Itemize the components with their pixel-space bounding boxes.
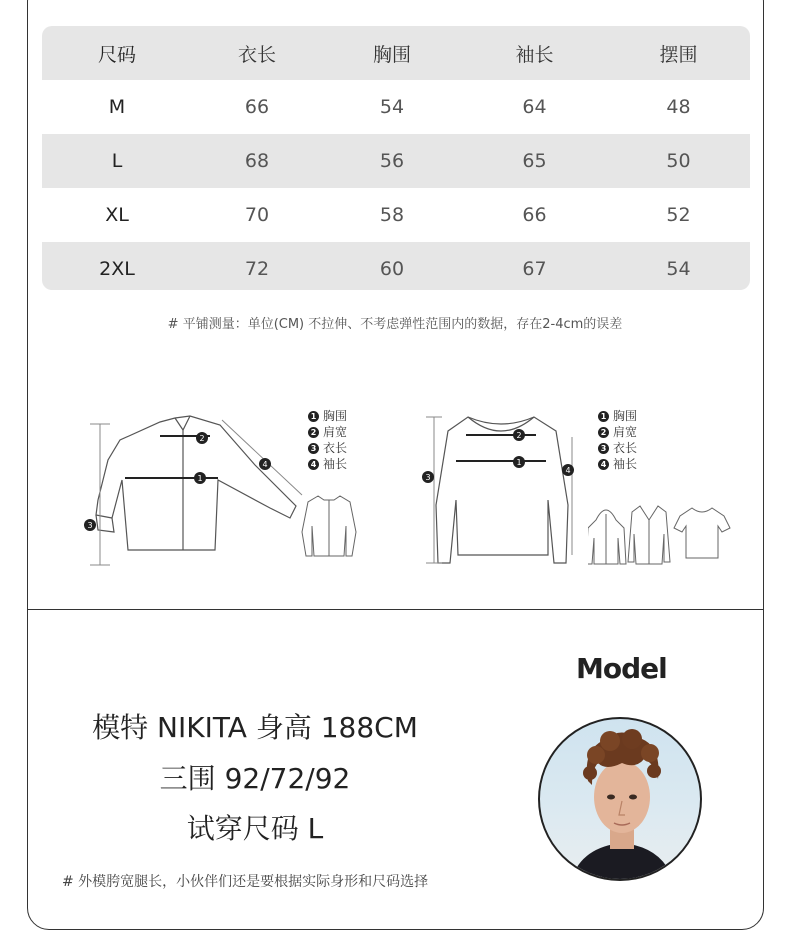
table-cell: 58 [379,204,405,226]
legend-label: 衣长 [323,441,348,455]
svg-text:2: 2 [516,431,522,440]
number-2-icon: 2 [598,427,609,438]
table-cell: 68 [244,150,270,172]
svg-text:3: 3 [425,473,431,482]
legend-item [598,408,637,424]
table-row [42,188,750,242]
table-cell: L [111,150,123,172]
table-cell: XL [105,204,129,226]
header-cell: 摆围 [659,43,698,66]
legend-item [308,440,347,456]
shirt-measure-diagram-icon [80,400,310,575]
table-header-row [42,26,750,80]
sweater-measure-diagram-icon [416,405,586,570]
table-cell: 48 [666,96,691,118]
table-cell: 56 [379,150,405,172]
avatar [538,717,702,881]
table-cell: 65 [522,150,547,172]
table-row [42,80,750,134]
legend-label: 胸围 [323,409,348,423]
model-portrait-icon [540,719,702,881]
number-4-icon: 4 [308,459,319,470]
number-1-icon: 1 [308,411,319,422]
svg-text:1: 1 [197,474,203,483]
model-name-height: 模特 NIKITA 身高 188CM [92,711,418,744]
svg-text:4: 4 [262,460,268,469]
svg-text:4: 4 [565,466,571,475]
table-cell: 66 [244,96,270,118]
number-2-icon: 2 [308,427,319,438]
svg-text:3: 3 [87,521,93,530]
table-row [42,242,750,290]
legend-label: 衣长 [613,441,638,455]
header-cell: 袖长 [515,43,554,66]
svg-text:2: 2 [199,434,205,443]
table-cell: 52 [666,204,691,226]
number-1-icon: 1 [598,411,609,422]
model-heading: Model [576,652,667,685]
legend-item [598,456,637,472]
table-cell: M [108,96,126,118]
jacket-icon [298,492,360,560]
sweater-legend [598,408,637,472]
legend-label: 胸围 [613,409,638,423]
legend-item [598,440,637,456]
table-cell: 66 [522,204,547,226]
legend-item [308,456,347,472]
table-cell: 72 [244,258,270,280]
legend-item [598,424,637,440]
table-cell: 67 [522,258,547,280]
table-cell: 54 [379,96,405,118]
svg-text:1: 1 [516,458,522,467]
header-cell: 尺码 [97,43,136,66]
number-3-icon: 3 [598,443,609,454]
legend-label: 肩宽 [613,425,638,439]
legend-label: 肩宽 [323,425,348,439]
table-row [42,134,750,188]
model-note: # 外模胯宽腿长，小伙伴们还是要根据实际身形和尺码选择 [62,874,429,890]
model-fit-size: 试穿尺码 L [186,812,324,845]
table-cell: 50 [666,150,691,172]
legend-item [308,408,347,424]
number-3-icon: 3 [308,443,319,454]
measure-note: # 平铺测量：单位(CM) 不拉伸、不考虑弹性范围内的数据，存在2-4cm的误差 [167,317,623,332]
table-cell: 70 [244,204,270,226]
legend-item [308,424,347,440]
shirt-legend [308,408,347,472]
table-cell: 54 [666,258,691,280]
model-measurements: 三围 92/72/92 [159,762,351,795]
table-cell: 2XL [99,258,135,280]
header-cell: 胸围 [372,43,411,66]
legend-label: 袖长 [323,457,348,471]
section-divider [28,609,764,610]
header-cell: 衣长 [237,43,276,66]
legend-label: 袖长 [613,457,638,471]
number-4-icon: 4 [598,459,609,470]
garment-styles-icon [588,498,733,570]
size-table [42,26,750,290]
table-cell: 60 [379,258,405,280]
table-cell: 64 [522,96,547,118]
